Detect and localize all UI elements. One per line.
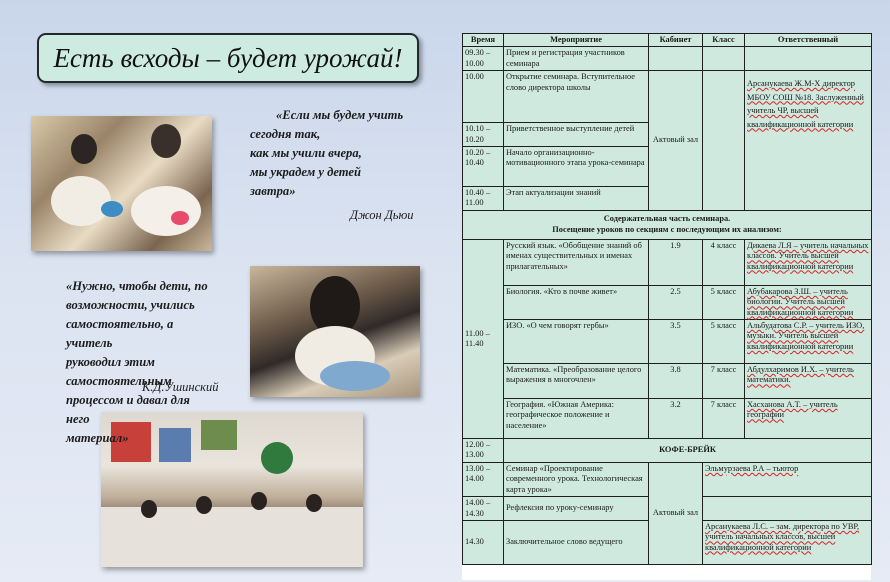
- cell-class: 5 класс: [703, 320, 745, 364]
- cell-event: Рефлексия по уроку-семинару: [504, 497, 649, 521]
- schedule-table: [462, 33, 872, 565]
- quote-ushinsky: [66, 277, 216, 448]
- section-title-line: Посещение уроков по секциям с последующим их анализом:: [552, 224, 782, 234]
- cell-responsible: [745, 320, 872, 364]
- quote-line: материал»: [66, 431, 129, 445]
- table-row: [463, 239, 872, 285]
- cell-responsible: [703, 462, 872, 496]
- cell-time: 13.00 – 14.00: [463, 462, 504, 496]
- cell-event: ИЗО. «О чем говорят гербы»: [504, 320, 649, 364]
- cell-responsible: [703, 497, 872, 521]
- header-time: Время: [463, 34, 504, 47]
- responsible-text: Альбудатова С.Р. – учитель ИЗО, музыки. Учитель высшей квалификационной категории: [747, 321, 865, 351]
- cell-class: 7 класс: [703, 399, 745, 439]
- quote-line: руководил этим: [66, 355, 155, 369]
- responsible-text: Хасханова А.Т. – учитель географии: [747, 400, 838, 420]
- schedule-panel: [462, 33, 871, 580]
- cell-responsible: [745, 47, 872, 71]
- cell-room: 3.2: [649, 399, 703, 439]
- quote-author-dewey: Джон Дьюи: [350, 208, 414, 222]
- cell-room: [649, 47, 703, 71]
- table-row: [463, 71, 872, 123]
- cell-time: 14.30: [463, 520, 504, 564]
- quote-line: завтра»: [250, 184, 296, 198]
- cell-event: Открытие семинара. Вступительное слово директора школы: [504, 71, 649, 123]
- table-row: [463, 399, 872, 439]
- quote-line: «Если мы будем учить: [276, 108, 404, 122]
- cell-room: 2.5: [649, 285, 703, 319]
- cell-event: Приветственное выступление детей: [504, 123, 649, 147]
- cell-class: [703, 71, 745, 211]
- cell-room: 3.8: [649, 364, 703, 399]
- cell-responsible: [745, 364, 872, 399]
- header-class: Класс: [703, 34, 745, 47]
- cell-event: Русский язык. «Обобщение знаний об именах существительных и именах прилагательных»: [504, 239, 649, 285]
- quote-line: самостоятельно, а учитель: [66, 317, 174, 350]
- quote-author-ushinsky: К.Д.Ушинский: [142, 380, 219, 394]
- cell-event: Математика. «Преобразование целого выражения в многочлен»: [504, 364, 649, 399]
- table-row: [463, 320, 872, 364]
- quote-line: сегодня так,: [250, 127, 321, 141]
- section-title: [463, 210, 872, 239]
- cell-event: Начало организационно-мотивационного этапа урока-семинара: [504, 147, 649, 187]
- cell-event: География. «Южная Америка: географическое положение и население»: [504, 399, 649, 439]
- table-section-row: [463, 210, 872, 239]
- photo-students-painting: [31, 116, 212, 251]
- cell-room: 1.9: [649, 239, 703, 285]
- responsible-text: Абдулхаримов И.Х. – учитель математики.: [747, 365, 854, 385]
- quote-line: процессом и давал для него: [66, 393, 190, 426]
- cell-room-assembly-hall: Актовый зал: [649, 462, 703, 564]
- table-row: [463, 462, 872, 496]
- responsible-text: Абубакарова З.Ш. – учитель биологии. Учитель высшей квалификационной категории: [747, 286, 854, 317]
- cell-responsible: [745, 239, 872, 285]
- responsible-text: Эльмурзаева Р.А – тьютор: [705, 463, 799, 473]
- section-title-line: Содержательная часть семинара.: [603, 214, 731, 224]
- header-event: Мероприятие: [504, 34, 649, 47]
- photo-girl-drawing: [250, 266, 420, 397]
- cell-class: 5 класс: [703, 285, 745, 319]
- quote-line: самостоятельным: [66, 374, 172, 388]
- cell-time-lessons: 11.00 – 11.40: [463, 239, 504, 438]
- seminar-title-banner: [37, 33, 419, 83]
- quote-line: как мы учили вчера,: [250, 146, 362, 160]
- quote-line: возможности, учились: [66, 298, 195, 312]
- table-row: [463, 285, 872, 319]
- responsible-text: Арсанукаева Л.С. – зам. директора по УВР, учитель начальных классов, высшей квалификационной категории: [705, 521, 860, 552]
- cell-responsible: [703, 520, 872, 564]
- cell-event: Семинар «Проектирование современного урока. Технологическая карта урока»: [504, 462, 649, 496]
- header-responsible: Ответственный: [745, 34, 872, 47]
- cell-time: 14.00 – 14.30: [463, 497, 504, 521]
- cell-time: 09.30 – 10.00: [463, 47, 504, 71]
- cell-responsible: [745, 399, 872, 439]
- seminar-title: Есть всходы – будет урожай!: [53, 42, 403, 73]
- cell-time: 10.40 – 11.00: [463, 187, 504, 211]
- table-row-coffee: [463, 439, 872, 463]
- cell-responsible: [745, 285, 872, 319]
- cell-room-assembly-hall: Актовый зал: [649, 71, 703, 211]
- cell-time: 10.00: [463, 71, 504, 123]
- cell-event: Этап актуализации знаний: [504, 187, 649, 211]
- cell-room: 3.5: [649, 320, 703, 364]
- quote-line: мы украдем у детей: [250, 165, 362, 179]
- cell-event: Заключительное слово ведущего: [504, 520, 649, 564]
- header-room: Кабинет: [649, 34, 703, 47]
- cell-class: [703, 47, 745, 71]
- table-row: [463, 47, 872, 71]
- table-header-row: [463, 34, 872, 47]
- cell-time: 10.20 – 10.40: [463, 147, 504, 187]
- responsible-text: Дикаева Л.Я – учитель начальных классов. Учитель высшей квалификационной категории: [747, 240, 869, 271]
- cell-responsible: [745, 71, 872, 211]
- cell-event: Прием и регистрация участников семинара: [504, 47, 649, 71]
- cell-class: 7 класс: [703, 364, 745, 399]
- table-row: [463, 364, 872, 399]
- quote-dewey: [250, 106, 450, 201]
- cell-event: Биология. «Кто в почве живет»: [504, 285, 649, 319]
- quote-line: «Нужно, чтобы дети, по: [66, 279, 208, 293]
- coffee-break-label: КОФЕ-БРЕЙК: [504, 439, 872, 463]
- cell-time: 10.10 – 10.20: [463, 123, 504, 147]
- responsible-text: Арсанукаева Ж.М-Х директор МБОУ СОШ №18. Заслуженный учитель ЧР, высшей квалификационной категории: [747, 79, 864, 129]
- cell-time: 12.00 – 13.00: [463, 439, 504, 463]
- cell-class: 4 класс: [703, 239, 745, 285]
